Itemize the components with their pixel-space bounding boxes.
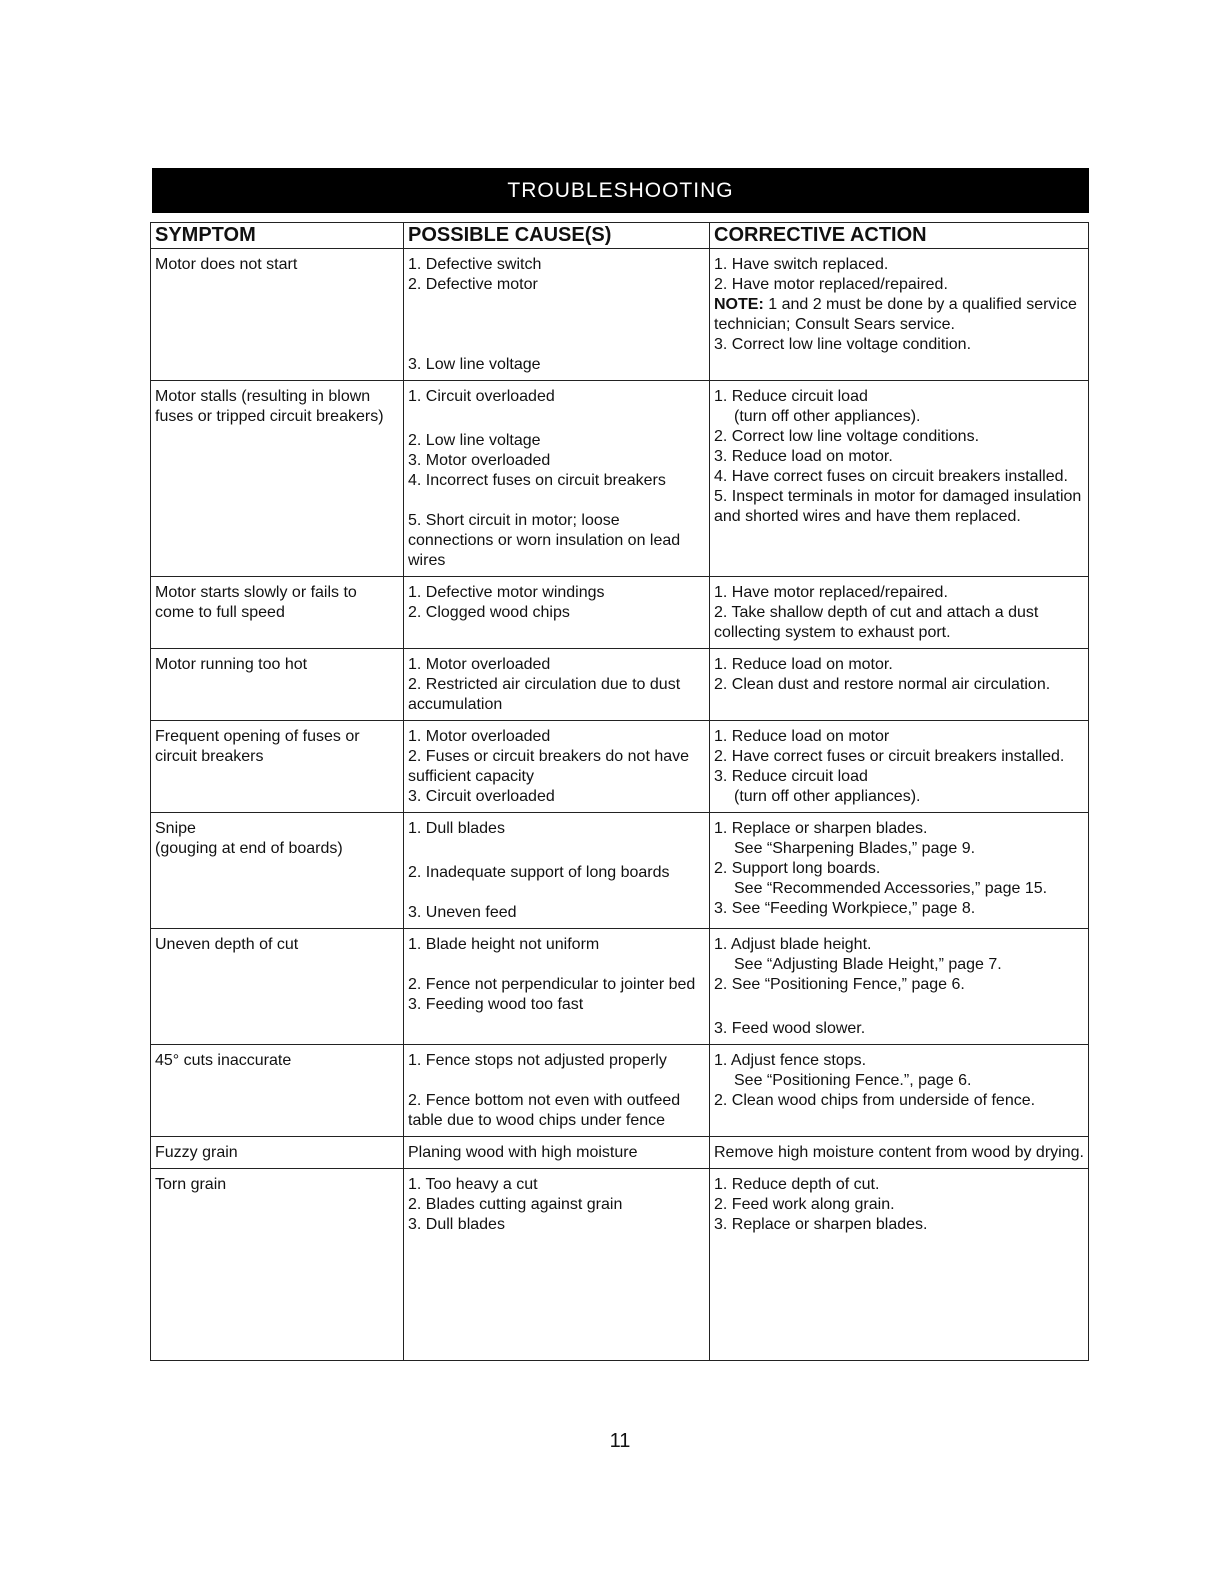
symptom-text: 45° cuts inaccurate	[155, 1052, 292, 1069]
symptom-cell	[151, 813, 404, 929]
cause-item: 1. Fence stops not adjusted properly	[408, 1052, 667, 1069]
cause-item: 3. Dull blades	[408, 1216, 505, 1233]
symptom-cell	[151, 649, 404, 721]
action-item: 3. Feed wood slower.	[714, 1020, 866, 1037]
cause-item: 1. Circuit overloaded	[408, 388, 555, 405]
symptom-cell	[151, 1137, 404, 1169]
cause-item: 2. Fence bottom not even with outfeed table due to wood chips under fence	[408, 1092, 681, 1129]
action-item: 1. Adjust blade height.	[714, 936, 872, 953]
cause-item: 2. Fence not perpendicular to jointer bed	[408, 976, 696, 993]
cause-cell	[404, 813, 710, 929]
action-cell	[710, 577, 1089, 649]
cause-item: 3. Low line voltage	[408, 356, 541, 373]
cause-cell	[404, 1045, 710, 1137]
symptom-text: Torn grain	[155, 1176, 227, 1193]
cause-item: 1. Defective motor windings	[408, 584, 605, 601]
cause-item: 1. Too heavy a cut	[408, 1176, 538, 1193]
cause-item: 3. Circuit overloaded	[408, 788, 555, 805]
banner-title: TROUBLESHOOTING	[507, 178, 734, 202]
action-subitem: See “Positioning Fence.”, page 6.	[734, 1072, 972, 1089]
symptom-cell	[151, 1169, 404, 1361]
action-cell	[710, 1137, 1089, 1169]
table-row	[151, 1137, 1089, 1169]
cause-item: 2. Fuses or circuit breakers do not have sufficient capacity	[408, 748, 690, 785]
table-row	[151, 813, 1089, 929]
symptom-text: Snipe	[155, 820, 196, 837]
cause-item: 3. Feeding wood too fast	[408, 996, 584, 1013]
cause-item: Planing wood with high moisture	[408, 1144, 638, 1161]
symptom-subtext: (gouging at end of boards)	[155, 840, 343, 857]
action-item: 3. Reduce load on motor.	[714, 448, 893, 465]
cause-item: 1. Motor overloaded	[408, 728, 551, 745]
action-cell	[710, 381, 1089, 577]
action-item: 1. Reduce depth of cut.	[714, 1176, 880, 1193]
cause-item: 5. Short circuit in motor; loose connections or worn insulation on lead wires	[408, 512, 681, 569]
cause-item: 3. Uneven feed	[408, 904, 517, 921]
table-row	[151, 721, 1089, 813]
action-cell	[710, 1045, 1089, 1137]
symptom-text: Motor starts slowly or fails to come to full speed	[155, 584, 357, 621]
symptom-cell	[151, 577, 404, 649]
symptom-cell	[151, 929, 404, 1045]
cause-item: 1. Blade height not uniform	[408, 936, 600, 953]
action-item: 3. Correct low line voltage condition.	[714, 336, 972, 353]
symptom-text: Frequent opening of fuses or circuit breakers	[155, 728, 360, 765]
cause-cell	[404, 1137, 710, 1169]
action-item: 3. See “Feeding Workpiece,” page 8.	[714, 900, 976, 917]
symptom-text: Uneven depth of cut	[155, 936, 299, 953]
table-row	[151, 577, 1089, 649]
action-item: 2. Clean dust and restore normal air circulation.	[714, 676, 1051, 693]
table-header-row	[151, 223, 1089, 249]
cause-cell	[404, 381, 710, 577]
note-label: NOTE:	[714, 296, 764, 313]
table-row	[151, 929, 1089, 1045]
cause-item: 1. Dull blades	[408, 820, 505, 837]
cause-cell	[404, 929, 710, 1045]
action-item: 4. Have correct fuses on circuit breakers installed.	[714, 468, 1068, 485]
table-row	[151, 249, 1089, 381]
table-row	[151, 381, 1089, 577]
cause-item: 2. Defective motor	[408, 276, 538, 293]
action-item: 3. Replace or sharpen blades.	[714, 1216, 928, 1233]
action-item: 1. Adjust fence stops.	[714, 1052, 867, 1069]
symptom-text: Motor running too hot	[155, 656, 308, 673]
table-row	[151, 649, 1089, 721]
action-item: 2. Clean wood chips from underside of fence.	[714, 1092, 1036, 1109]
section-banner	[152, 168, 1089, 213]
action-subitem: See “Recommended Accessories,” page 15.	[734, 880, 1048, 897]
cause-item: 3. Motor overloaded	[408, 452, 551, 469]
action-cell	[710, 929, 1089, 1045]
action-cell	[710, 813, 1089, 929]
action-item: Remove high moisture content from wood by drying.	[714, 1144, 1084, 1161]
cause-cell	[404, 721, 710, 813]
header-cause: POSSIBLE CAUSE(S)	[404, 223, 710, 249]
action-item: 2. Support long boards.	[714, 860, 881, 877]
action-cell	[710, 649, 1089, 721]
cause-item: 2. Restricted air circulation due to dust accumulation	[408, 676, 681, 713]
action-item: 1. Have motor replaced/repaired.	[714, 584, 948, 601]
symptom-cell	[151, 381, 404, 577]
action-item: 2. Correct low line voltage conditions.	[714, 428, 980, 445]
action-item: 1. Reduce circuit load	[714, 388, 868, 405]
troubleshooting-table	[150, 222, 1089, 1361]
note	[714, 295, 1084, 335]
action-item: 1. Replace or sharpen blades.	[714, 820, 928, 837]
cause-item: 4. Incorrect fuses on circuit breakers	[408, 472, 666, 489]
action-item: 2. See “Positioning Fence,” page 6.	[714, 976, 965, 993]
action-item: 1. Reduce load on motor	[714, 728, 890, 745]
table-row	[151, 1169, 1089, 1361]
action-item: 2. Have correct fuses or circuit breakers installed.	[714, 748, 1065, 765]
action-item: 2. Have motor replaced/repaired.	[714, 276, 948, 293]
action-cell	[710, 1169, 1089, 1361]
cause-cell	[404, 249, 710, 381]
symptom-cell	[151, 1045, 404, 1137]
action-item: 3. Reduce circuit load	[714, 768, 868, 785]
cause-item: 2. Clogged wood chips	[408, 604, 570, 621]
action-cell	[710, 721, 1089, 813]
cause-item: 2. Inadequate support of long boards	[408, 864, 670, 881]
cause-cell	[404, 1169, 710, 1361]
cause-item: 2. Low line voltage	[408, 432, 541, 449]
symptom-text: Motor stalls (resulting in blown fuses or tripped circuit breakers)	[155, 388, 384, 425]
table-row	[151, 1045, 1089, 1137]
note-text: 1 and 2 must be done by a qualified service technician; Consult Sears service.	[714, 296, 1077, 333]
action-subitem: (turn off other appliances).	[734, 788, 921, 805]
action-subitem: See “Adjusting Blade Height,” page 7.	[734, 956, 1002, 973]
action-item: 1. Have switch replaced.	[714, 256, 889, 273]
cause-item: 2. Blades cutting against grain	[408, 1196, 623, 1213]
action-item: 2. Feed work along grain.	[714, 1196, 895, 1213]
symptom-text: Motor does not start	[155, 256, 298, 273]
action-item: 2. Take shallow depth of cut and attach a dust collecting system to exhaust port.	[714, 604, 1039, 641]
action-subitem: See “Sharpening Blades,” page 9.	[734, 840, 976, 857]
action-item: 1. Reduce load on motor.	[714, 656, 893, 673]
cause-item: 1. Defective switch	[408, 256, 542, 273]
symptom-cell	[151, 721, 404, 813]
symptom-cell	[151, 249, 404, 381]
cause-cell	[404, 649, 710, 721]
action-cell	[710, 249, 1089, 381]
symptom-text: Fuzzy grain	[155, 1144, 238, 1161]
action-subitem: (turn off other appliances).	[734, 408, 921, 425]
cause-item: 1. Motor overloaded	[408, 656, 551, 673]
header-symptom: SYMPTOM	[151, 223, 404, 249]
cause-cell	[404, 577, 710, 649]
action-item: 5. Inspect terminals in motor for damaged insulation and shorted wires and have them replaced.	[714, 488, 1082, 525]
header-action: CORRECTIVE ACTION	[710, 223, 1089, 249]
page-number: 11	[609, 1430, 631, 1452]
